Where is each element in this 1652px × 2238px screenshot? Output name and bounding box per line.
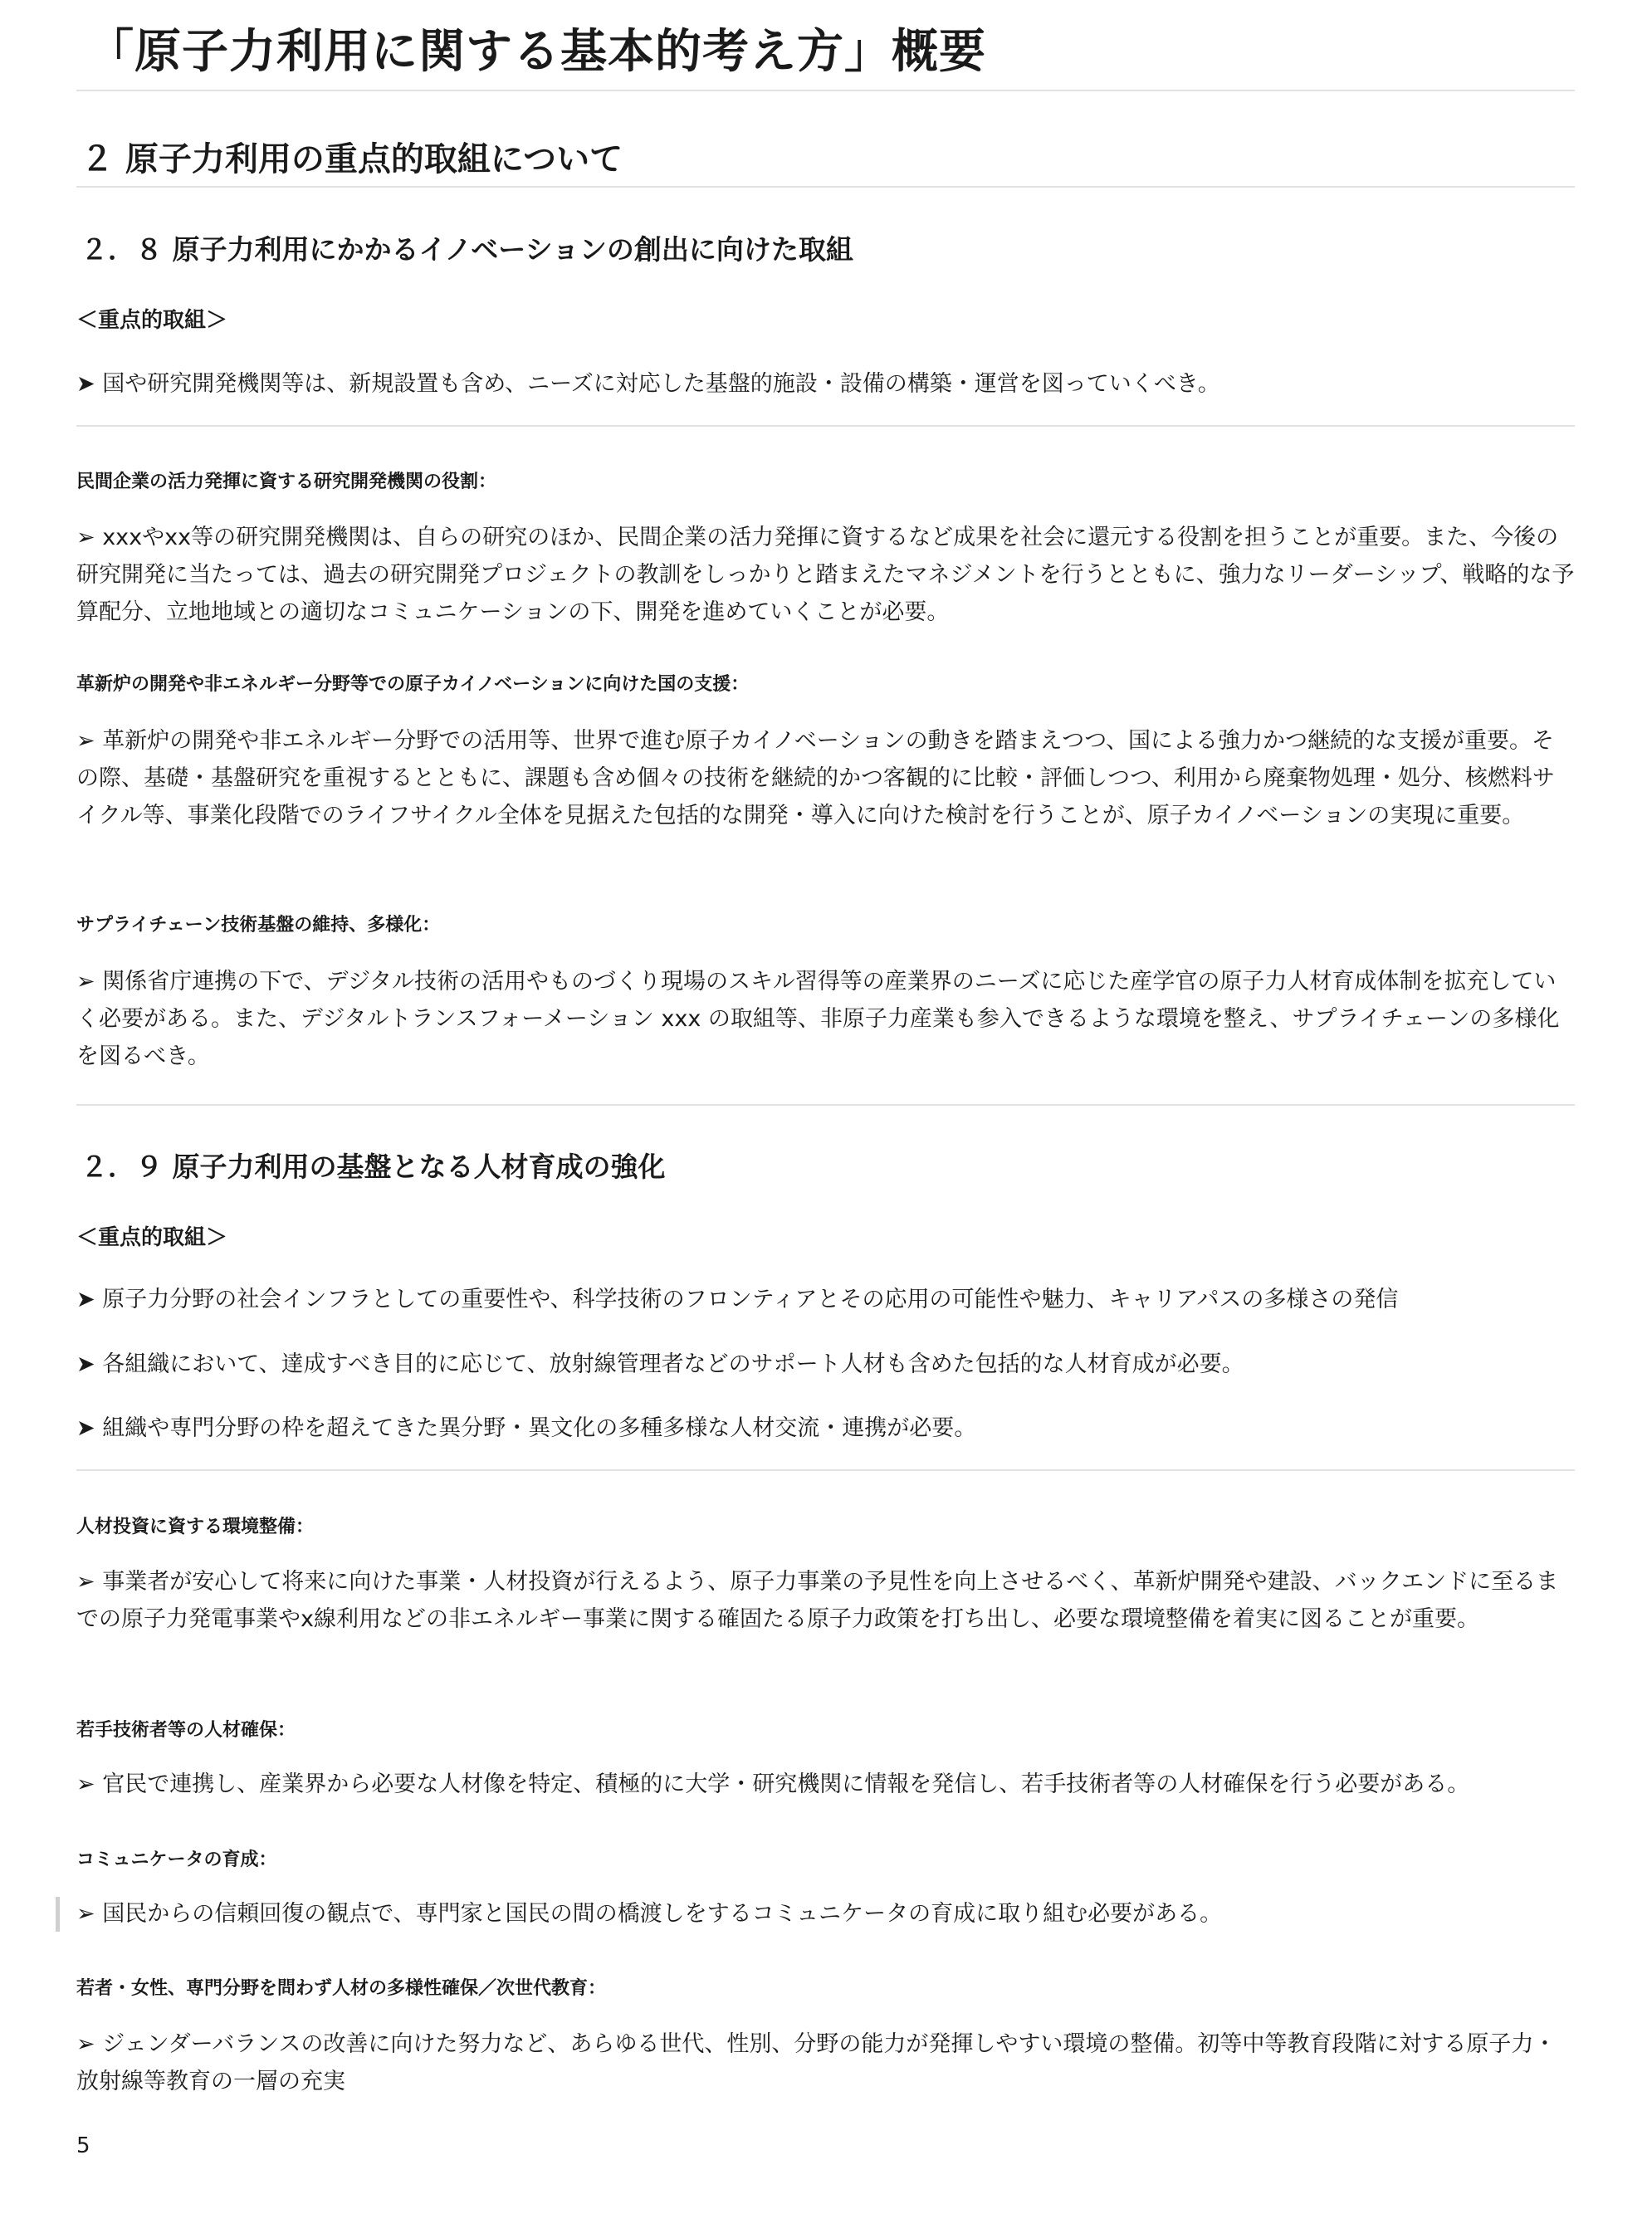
divider bbox=[76, 425, 1575, 427]
topic-text: ➢ 国民からの信頼回復の観点で、専門家と国民の間の橋渡しをするコミュニケータの育成に取り組む必要がある。 bbox=[76, 1901, 1223, 1927]
topic-title: 民間企業の活力発揮に資する研究開発機関の役割： bbox=[76, 472, 497, 492]
subsection-heading-2-8: ２．８ 原子力利用にかかるイノベーションの創出に向けた取組 bbox=[81, 233, 853, 266]
key-efforts-label: ＜重点的取組＞ bbox=[76, 1225, 228, 1250]
topic-title: 人材投資に資する環境整備： bbox=[76, 1517, 315, 1537]
margin-marker bbox=[56, 1897, 60, 1932]
topic-text: ➢ ジェンダーバランスの改善に向けた努力など、あらゆる世代、性別、分野の能力が発揮しやすい環境の整備。初等中等教育段階に対する原子力・放射線等教育の一層の充実 bbox=[76, 2031, 1557, 2094]
document-title: 「原子力利用に関する基本的考え方」概要 bbox=[87, 25, 986, 79]
bullet-text: ➤ 組織や専門分野の枠を超えてきた異分野・異文化の多種多様な人材交流・連携が必要。 bbox=[76, 1415, 977, 1441]
bullet-text: ➤ 各組織において、達成すべき目的に応じて、放射線管理者などのサポート人材も含めた包括的な人材育成が必要。 bbox=[76, 1351, 1244, 1377]
divider bbox=[76, 186, 1575, 188]
section-heading: ２ 原子力利用の重点的取組について bbox=[81, 140, 623, 178]
page-number: 5 bbox=[76, 2133, 90, 2158]
bullet-text: ➤ 原子力分野の社会インフラとしての重要性や、科学技術のフロンティアとその応用の可能性や魅力、キャリアパスの多様さの発信 bbox=[76, 1287, 1399, 1312]
topic-text: ➢ 関係省庁連携の下で、デジタル技術の活用やものづくり現場のスキル習得等の産業界のニーズに応じた産学官の原子力人材育成体制を拡充していく必要がある。また、デジタルトランスフォーメーション xxx の取組等、非原子力産業も参入できるような環境を整え、サプライチェーンの多様化を図るべき。 bbox=[76, 969, 1560, 1069]
topic-title: コミュニケータの育成： bbox=[76, 1850, 277, 1870]
topic-text: ➢ 事業者が安心して将来に向けた事業・人材投資が行えるよう、原子力事業の予見性を向上させるべく、革新炉開発や建設、バックエンドに至るまでの原子力発電事業やx線利用などの非エネルギー事業に関する確固たる原子力政策を打ち出し、必要な環境整備を着実に図ることが重要。 bbox=[76, 1569, 1559, 1632]
subsection-heading-2-9: ２．９ 原子力利用の基盤となる人材育成の強化 bbox=[81, 1151, 666, 1183]
divider bbox=[76, 90, 1575, 91]
key-efforts-label: ＜重点的取組＞ bbox=[76, 308, 228, 333]
topic-text: ➢ 革新炉の開発や非エネルギー分野での活用等、世界で進む原子カイノベーションの動きを踏まえつつ、国による強力かつ継続的な支援が重要。その際、基礎・基盤研究を重視するとともに、課題も含め個々の技術を継続的かつ客観的に比較・評価しつつ、利用から廃棄物処理・処分、核燃料サイクル等、事業化段階でのライフサイクル全体を見据えた包括的な開発・導入に向けた検討を行うことが、原子カイノベーションの実現に重要。 bbox=[76, 728, 1555, 828]
topic-title: 若手技術者等の人材確保： bbox=[76, 1720, 296, 1741]
topic-title: サプライチェーン技術基盤の維持、多様化： bbox=[76, 915, 441, 936]
bullet-text: ➤ 国や研究開発機関等は、新規設置も含め、ニーズに対応した基盤的施設・設備の構築・運営を図っていくべき。 bbox=[76, 371, 1220, 397]
topic-title: 若者・女性、専門分野を問わず人材の多様性確保／次世代教育： bbox=[76, 1978, 607, 1999]
divider bbox=[76, 1469, 1575, 1471]
divider bbox=[76, 1104, 1575, 1106]
topic-text: ➢ 官民で連携し、産業界から必要な人材像を特定、積極的に大学・研究機関に情報を発信し、若手技術者等の人材確保を行う必要がある。 bbox=[76, 1771, 1470, 1797]
topic-title: 革新炉の開発や非エネルギー分野等での原子カイノベーションに向けた国の支援： bbox=[76, 674, 750, 695]
topic-text: ➢ xxxやxx等の研究開発機関は、自らの研究のほか、民間企業の活力発揮に資するなど成果を社会に還元する役割を担うことが重要。また、今後の研究開発に当たっては、過去の研究開発プロジェクトの教訓をしっかりと踏まえたマネジメントを行うとともに、強力なリーダーシップ、戦略的な予算配分、立地地域との適切なコミュニケーションの下、開発を進めていくことが必要。 bbox=[76, 525, 1575, 625]
